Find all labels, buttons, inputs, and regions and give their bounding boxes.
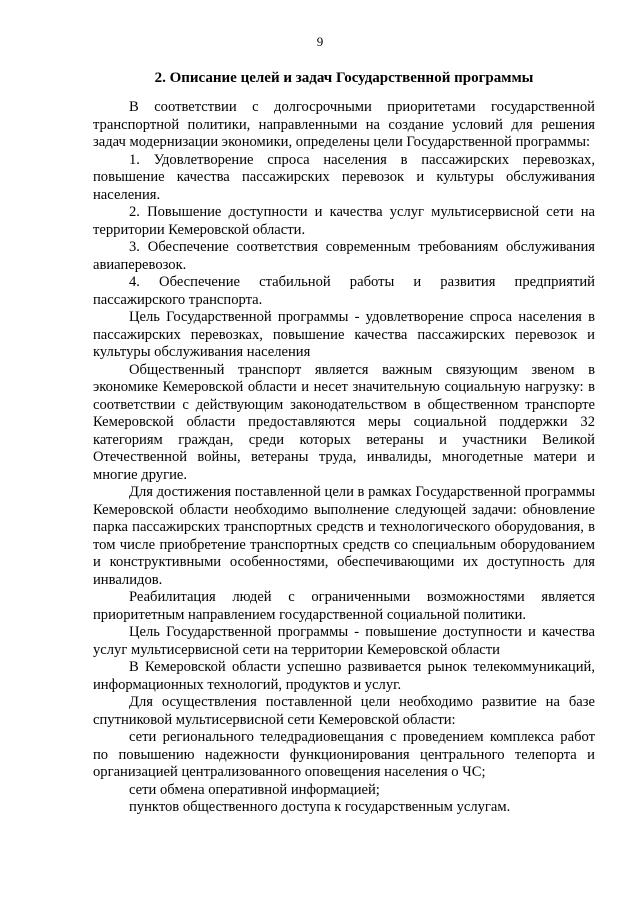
page-number: 9 [316,34,324,49]
goal-item: 4. Обеспечение стабильной работы и развития предприятий пассажирского транспорта. [93,274,595,308]
paragraph: Цель Государственной программы - повышение доступности и качества услуг мультисервисной сети на территории Кемеровской области [93,624,595,658]
paragraph: Реабилитация людей с ограниченными возможностями является приоритетным направлением государственной социальной политики. [93,589,595,623]
section-heading: 2. Описание целей и задач Государственной программы [154,70,534,86]
goal-item: 3. Обеспечение соответствия современным требованиям обслуживания авиаперевозок. [93,239,595,273]
paragraph: В соответствии с долгосрочными приоритетами государственной транспортной политики, направленными на создание условий для решения задач модернизации экономики, определены цели Государственной программы: [93,99,595,150]
list-item: пунктов общественного доступа к государственным услугам. [129,799,511,815]
list-item: сети обмена оперативной информацией; [129,781,380,798]
goal-item: 2. Повышение доступности и качества услуг мультисервисной сети на территории Кемеровской области. [93,204,595,238]
goal-item: 1. Удовлетворение спроса населения в пассажирских перевозках, повышение качества пассажирских перевозок и культуры обслуживания населения. [93,151,595,203]
list-item: сети регионального теледрадиовещания с проведением комплекса работ по повышению надежности функционирования центрального телепорта и организацией централизованного оповещения населения о ЧС; [93,729,595,780]
paragraph: Цель Государственной программы - удовлетворение спроса населения в пассажирских перевозках, повышение качества пассажирских перевозок и культуры обслуживания населения [93,309,595,360]
paragraph: Общественный транспорт является важным связующим звеном в экономике Кемеровской области и несет значительную социальную нагрузку: в соответствии с действующим законодательством в общественном транспорте Кемеровской области предоставляются меры социальной поддержки 32 категориям граждан, среди которых ветераны и участники Великой Отечественной войны, ветераны труда, инвалиды, многодетные матери и многие другие. [93,361,595,483]
paragraph: Для достижения поставленной цели в рамках Государственной программы Кемеровской области необходимо выполнение следующей задачи: обновление парка пассажирских транспортных средств и технологического оборудования, в том числе приобретение транспортных средств со специальным оборудованием и конструктивными особенностями, обеспечивающими их доступность для инвалидов. [93,484,596,588]
paragraph: В Кемеровской области успешно развивается рынок телекоммуникаций, информационных технологий, продуктов и услуг. [93,659,595,693]
document-body [93,99,595,817]
paragraph: Для осуществления поставленной цели необходимо развитие на базе спутниковой мультисервисной сети Кемеровской области: [93,694,595,728]
